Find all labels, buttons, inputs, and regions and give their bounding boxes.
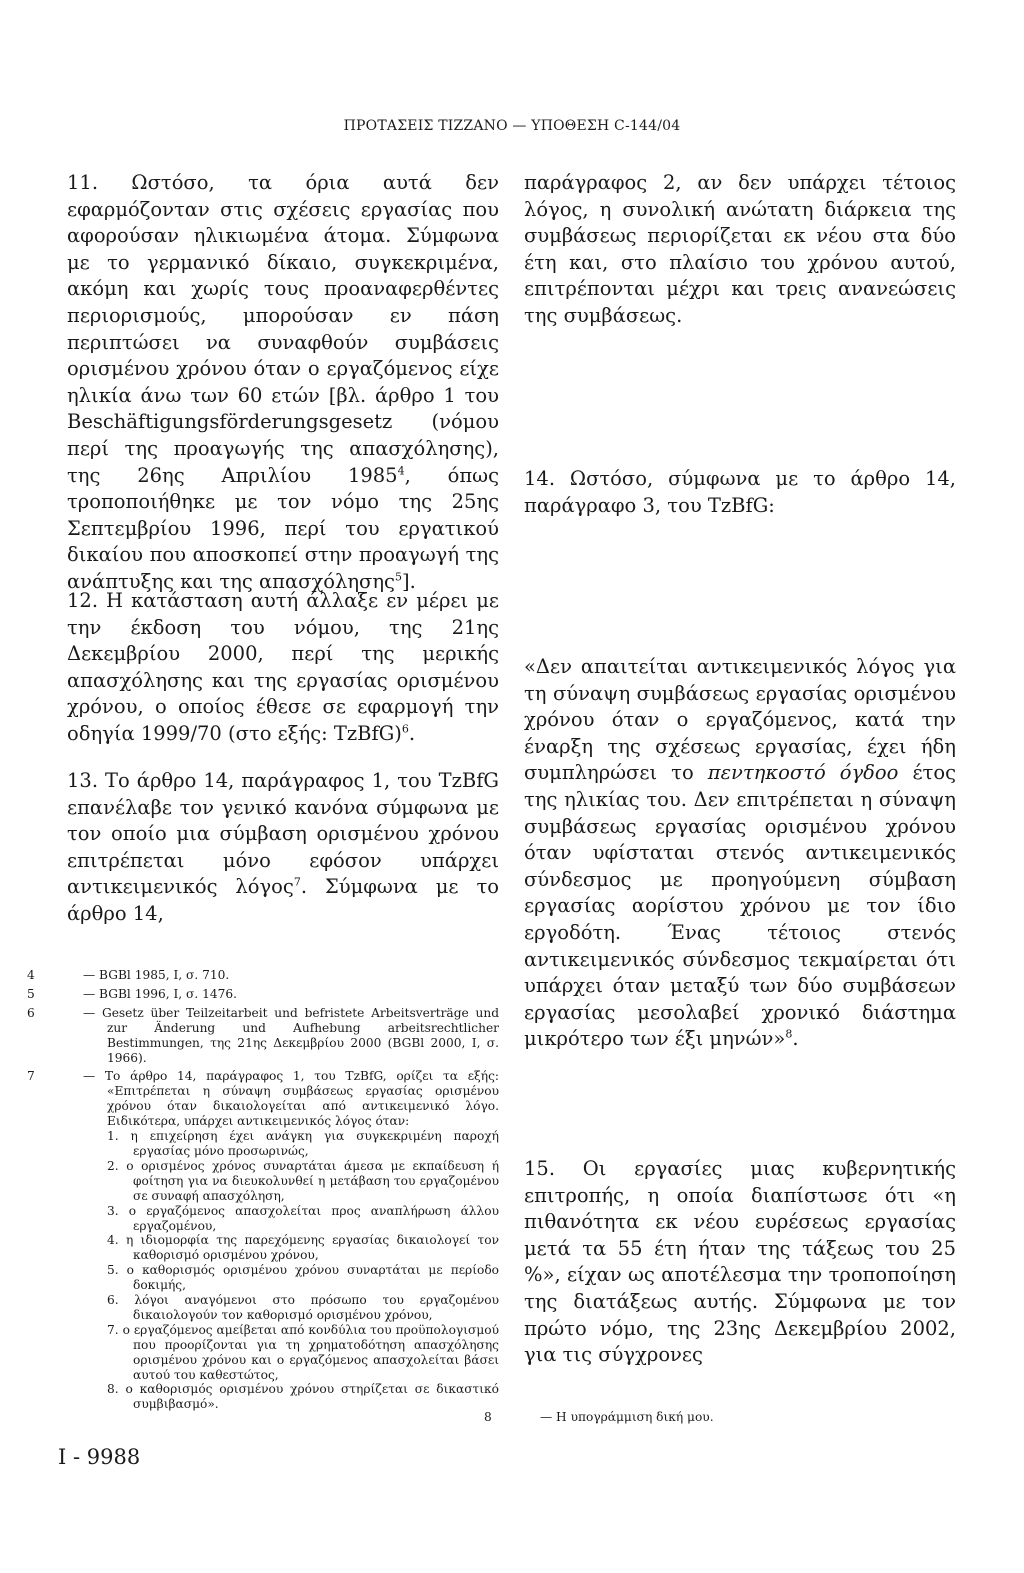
footnote-7-item: 4. η ιδιομορφία της παρεχόμενης εργασίας δικαιολογεί τον καθορισμό ορισμένου χρόνου, bbox=[107, 1233, 499, 1263]
paragraph-11 bbox=[67, 170, 499, 596]
footnotes-left bbox=[27, 968, 499, 1412]
page-header: ΠΡΟΤΑΣΕΙΣ ΤΙΖΖΑΝΟ — ΥΠΟΘΕΣΗ C-144/04 bbox=[343, 118, 681, 134]
paragraph-12 bbox=[67, 588, 499, 748]
p12-text-end: . bbox=[408, 721, 416, 745]
footnote-ref-5[interactable]: 5 bbox=[394, 570, 402, 584]
footnote-ref-6[interactable]: 6 bbox=[401, 722, 409, 736]
page-number: I - 9988 bbox=[58, 1445, 141, 1469]
footnote-ref-8[interactable]: 8 bbox=[785, 1027, 793, 1041]
p11-text: 11. Ωστόσο, τα όρια αυτά δεν εφαρμόζονταν στις σχέσεις εργασίας που αφορούσαν ηλικιωμένα άτομα. Σύμφωνα με το γερμανικό δίκαιο, συγκεκριμένα, ακόμη και χωρίς τους προαναφερθέντες περιορισμούς, μπορούσαν εν πάση περιπτώσει να συναφθούν συμβάσεις ορισμένου χρόνου όταν ο εργαζόμενος είχε ηλικία άνω των 60 ετών [βλ. άρθρο 1 του Beschäftigungsförderungsgesetz (νόμου περί της προαγωγής της απασχόλησης), της 26ης Απριλίου 1985 bbox=[67, 171, 499, 487]
quote-text-end: . bbox=[792, 1027, 799, 1051]
p11-text-end: ]. bbox=[401, 569, 416, 593]
p12-text: 12. Η κατάσταση αυτή άλλαξε εν μέρει με την έκδοση του νόμου, της 21ης Δεκεμβρίου 2000, περί της μερικής απασχόλησης και της εργασίας ορισμένου χρόνου, ο οποίος έθεσε σε εφαρμογή την οδηγία 1999/70 (στο εξής: TzBfG) bbox=[67, 589, 499, 745]
footnote-7-item: 2. ο ορισμένος χρόνος συναρτάται άμεσα με εκπαίδευση ή φοίτηση για να διευκολυνθεί η μετάβαση του εργαζομένου σε συναφή απασχόληση, bbox=[107, 1158, 499, 1203]
footnote-6: 6 — Gesetz über Teilzeitarbeit und befristete Arbeitsverträge und zur Änderung und Aufhebung arbeitsrechtlicher Bestimmungen, της 21ης Δεκεμβρίου 2000 (BGBl 2000, I, σ. 1966). bbox=[27, 1005, 499, 1065]
footnotes-right bbox=[484, 1410, 956, 1429]
paragraph-14: 14. Ωστόσο, σύμφωνα με το άρθρο 14, παράγραφο 3, του TzBfG: bbox=[524, 467, 956, 517]
footnote-7-item: 6. λόγοι αναγόμενοι στο πρόσωπο του εργαζομένου δικαιολογούν τον καθορισμό ορισμένου χρόνου, bbox=[107, 1293, 499, 1322]
quote-text: «Δεν απαιτείται αντικειμενικός λόγος για τη σύναψη συμβάσεως εργασίας ορισμένου χρόνου όταν ο εργαζόμενος, κατά την έναρξη της σχέσεως εργασίας, έχει ήδη συμπληρώσει το bbox=[524, 655, 956, 785]
footnote-ref-7[interactable]: 7 bbox=[293, 875, 301, 889]
p13-text-end: . Σύμφωνα με το άρθρο 14, bbox=[67, 875, 499, 925]
footnote-7-item: 8. ο καθορισμός ορισμένου χρόνου στηρίζεται σε δικαστικό συμβιβασμό». bbox=[107, 1382, 499, 1412]
footnote-7-item: 3. ο εργαζόμενος απασχολείται προς αναπλήρωση άλλου εργαζομένου, bbox=[107, 1203, 499, 1233]
footnote-7-item: 1. η επιχείρηση έχει ανάγκη για συγκεκριμένη παροχή εργασίας μόνο προσωρινώς, bbox=[107, 1129, 499, 1158]
quote-emphasis: πεντηκοστό όγδοο bbox=[707, 761, 899, 785]
p13-text: 13. Το άρθρο 14, παράγραφος 1, του TzBfG επανέλαβε τον γενικό κανόνα σύμφωνα με τον οποίο μια σύμβαση ορισμένου χρόνου επιτρέπεται μόνο εφόσον υπάρχει αντικειμενικός λόγος bbox=[67, 769, 499, 899]
paragraph-13-continued: παράγραφος 2, αν δεν υπάρχει τέτοιος λόγος, η συνολική ανώτατη διάρκεια της συμβάσεως περιορίζεται εκ νέου στα δύο έτη και, στο πλαίσιο του χρόνου αυτού, επιτρέπονται μέχρι και τρεις ανανεώσεις της συμβάσεως. bbox=[524, 171, 956, 327]
footnote-4: 4 — BGBl 1985, I, σ. 710. bbox=[27, 968, 230, 982]
p11-text-cont: , όπως τροποποιήθηκε με τον νόμο της 25ης Σεπτεμβρίου 1996, περί του εργατικού δικαίου που αποσκοπεί στην προαγωγή της ανάπτυξης και της απασχόλησης bbox=[67, 463, 499, 593]
paragraph-13 bbox=[67, 768, 499, 928]
footnote-7-list bbox=[67, 1129, 499, 1412]
footnote-8: 8 — Η υπογράμμιση δική μου. bbox=[484, 1410, 714, 1424]
footnote-7: 7 — Το άρθρο 14, παράγραφος 1, του TzBfG, ορίζει τα εξής: «Επιτρέπεται η σύναψη συμβάσεως εργασίας ορισμένου χρόνου όταν δικαιολογείται από αντικειμενικό λόγο. Ειδικότερα, υπάρχει αντικειμενικός λόγος όταν: bbox=[27, 1069, 499, 1129]
footnote-7-item: 7. ο εργαζόμενος αμείβεται από κονδύλια του προϋπολογισμού που προορίζονται για τη χρηματοδότηση απασχόλησης ορισμένου χρόνου και ο εργαζόμενος απασχολείται βάσει αυτού του καθεστώτος, bbox=[107, 1322, 499, 1382]
footnote-5: 5 — BGBl 1996, I, σ. 1476. bbox=[27, 986, 237, 1001]
footnote-ref-4[interactable]: 4 bbox=[397, 464, 405, 478]
paragraph-15: 15. Οι εργασίες μιας κυβερνητικής επιτροπής, η οποία διαπίστωσε ότι «η πιθανότητα εκ νέου ευρέσεως εργασίας μετά τα 55 έτη ήταν της τάξεως του 25 %», είχαν ως αποτέλεσμα την τροποποίηση της διατάξεως αυτής. Σύμφωνα με τον πρώτο νόμο, της 23ης Δεκεμβρίου 2002, για τις σύγχρονες bbox=[524, 1157, 956, 1367]
quote-text-cont: έτος της ηλικίας του. Δεν επιτρέπεται η σύναψη συμβάσεως εργασίας ορισμένου χρόνου όταν υφίσταται στενός αντικειμενικός σύνδεσμος με προηγούμενη σύμβαση εργασίας αορίστου χρόνου με τον ίδιο εργοδότη. Ένας τέτοιος στενός αντικειμενικός σύνδεσμος τεκμαίρεται ότι υπάρχει όταν μεταξύ των δύο συμβάσεων εργασίας μεσολαβεί χρονικό διάστημα μικρότερο των έξι μηνών» bbox=[524, 761, 956, 1051]
footnote-7-item: 5. ο καθορισμός ορισμένου χρόνου συναρτάται με περίοδο δοκιμής, bbox=[107, 1263, 499, 1293]
quote-article-14-3 bbox=[524, 654, 956, 1053]
